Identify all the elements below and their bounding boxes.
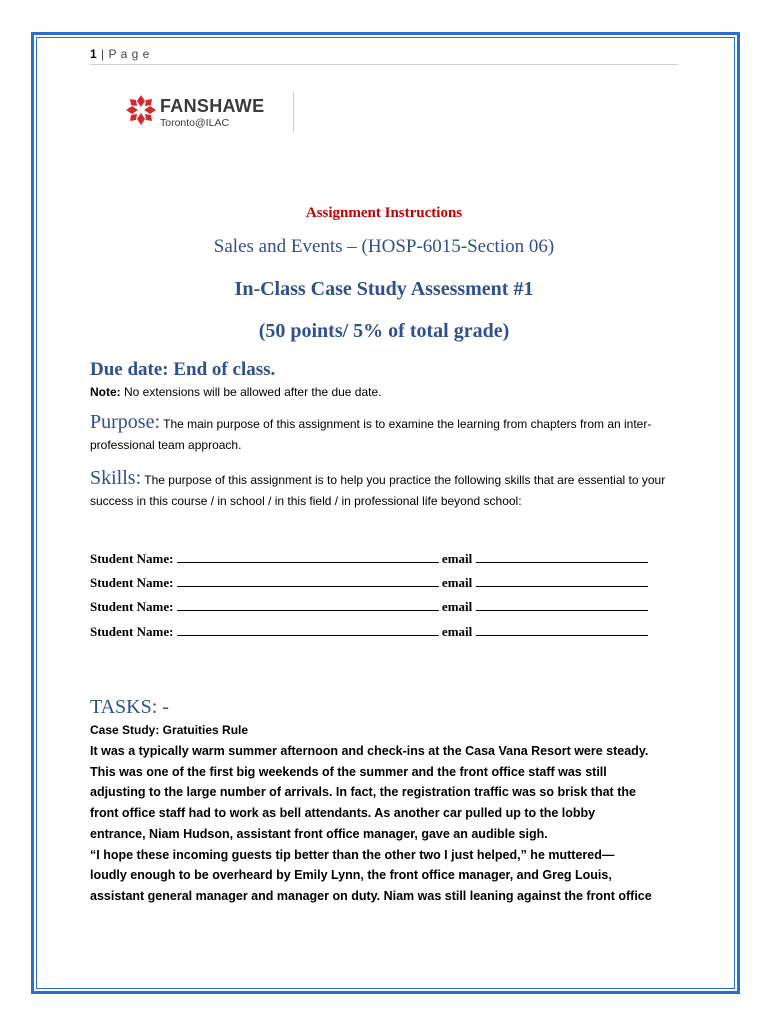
email-label: email	[441, 551, 473, 566]
email-blank[interactable]	[476, 574, 648, 587]
assignment-instructions-title: Assignment Instructions	[305, 205, 463, 221]
skills-heading: Skills:	[90, 467, 142, 489]
student-row	[90, 574, 690, 591]
logo-name: FANSHAWE	[160, 96, 265, 116]
student-row	[90, 598, 690, 615]
page-number-value: 1	[90, 47, 98, 61]
email-label: email	[441, 599, 473, 614]
case-study-text	[90, 741, 690, 907]
points-subtitle: (50 points/ 5% of total grade)	[258, 320, 510, 342]
email-label: email	[441, 575, 473, 590]
email-blank[interactable]	[476, 598, 648, 611]
story-line: “I hope these incoming guests tip better than the other two I just helped,” he muttered—	[90, 847, 615, 862]
story-line: loudly enough to be overheard by Emily Lynn, the front office manager, and Greg Louis,	[90, 868, 612, 883]
logo-divider	[293, 92, 294, 132]
purpose-heading: Purpose:	[90, 411, 160, 433]
due-date-heading: Due date: End of class.	[90, 359, 276, 380]
tasks-heading: TASKS: -	[90, 696, 169, 718]
story-line: entrance, Niam Hudson, assistant front office manager, gave an audible sigh.	[90, 826, 548, 841]
story-line: assistant general manager and manager on duty. Niam was still leaning against the front office	[90, 888, 652, 903]
case-study-title: In-Class Case Study Assessment #1	[234, 278, 534, 300]
course-title: Sales and Events – (HOSP-6015-Section 06)	[213, 236, 555, 257]
skills-text: The purpose of this assignment is to help you practice the following skills that are essential to your success in this course / in school / in this field / in professional life beyond school:	[90, 473, 666, 508]
due-note-text: No extensions will be allowed after the due date.	[120, 385, 382, 399]
student-name-blank[interactable]	[177, 574, 439, 587]
page-number	[90, 47, 150, 61]
page-number-word: P a g e	[108, 47, 150, 61]
due-note-label: Note:	[90, 385, 121, 399]
skills-section	[90, 468, 690, 512]
page-number-separator: |	[97, 47, 109, 61]
logo-subtitle: Toronto@ILAC	[160, 117, 230, 129]
student-name-blank[interactable]	[177, 550, 439, 563]
purpose-text: The main purpose of this assignment is to examine the learning from chapters from an inter-professional team approach.	[90, 417, 652, 452]
student-name-blank[interactable]	[177, 598, 439, 611]
case-study-label: Case Study: Gratuities Rule	[90, 723, 249, 737]
student-row	[90, 623, 690, 640]
due-note	[90, 385, 382, 399]
student-name-label: Student Name:	[90, 599, 174, 614]
story-line: It was a typically warm summer afternoon and check-ins at the Casa Vana Resort were steady.	[90, 744, 649, 758]
story-line: This was one of the first big weekends of the summer and the front office staff was still	[90, 764, 607, 779]
email-label: email	[441, 624, 473, 639]
student-name-label: Student Name:	[90, 624, 174, 639]
header-divider	[90, 64, 678, 65]
student-row	[90, 550, 690, 567]
fanshawe-logo-icon	[124, 93, 158, 127]
story-line: adjusting to the large number of arrivals. In fact, the registration traffic was so brisk that the	[90, 785, 636, 800]
purpose-section	[90, 412, 690, 456]
student-name-blank[interactable]	[177, 623, 439, 636]
email-blank[interactable]	[476, 623, 648, 636]
story-line: front office staff had to work as bell attendants. As another car pulled up to the lobby	[90, 806, 596, 821]
student-name-label: Student Name:	[90, 575, 174, 590]
email-blank[interactable]	[476, 550, 648, 563]
student-name-label: Student Name:	[90, 551, 174, 566]
